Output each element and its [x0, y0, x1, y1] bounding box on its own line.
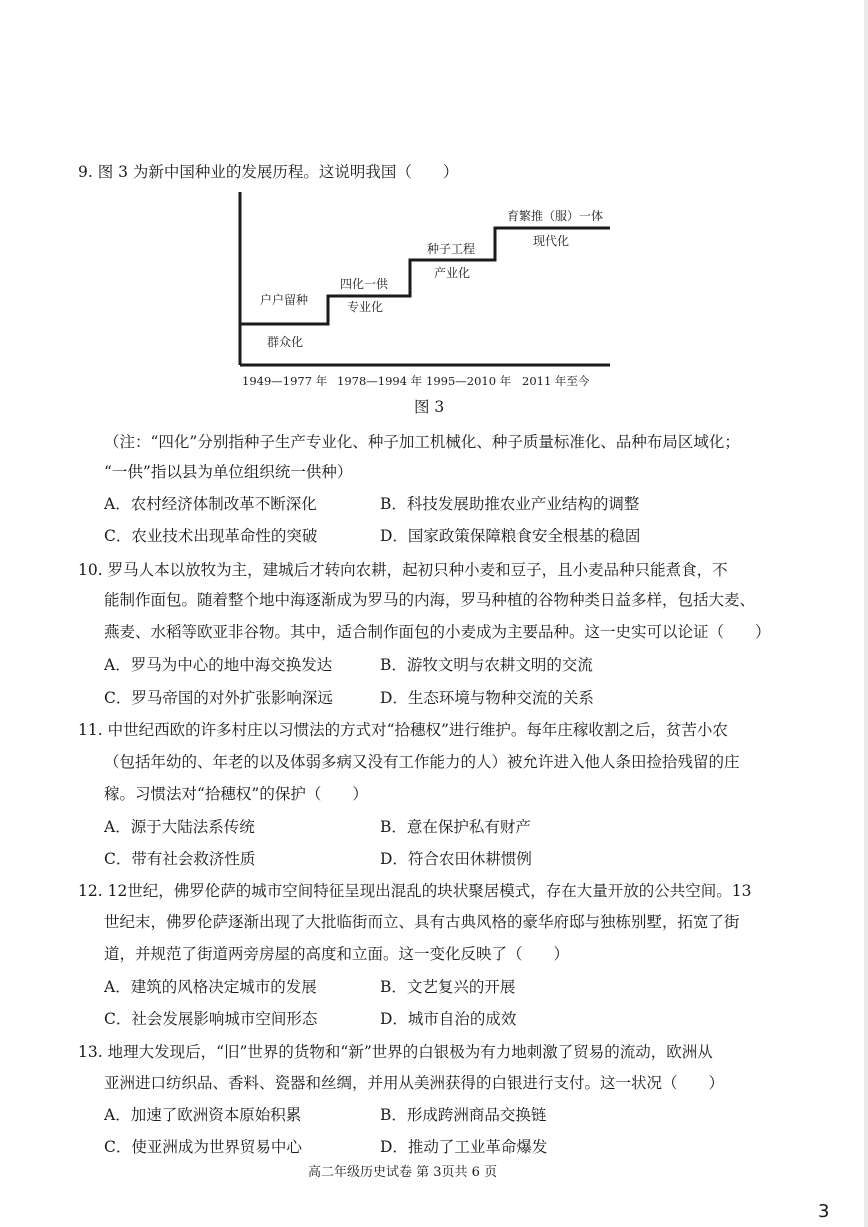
q13-line2: 亚洲进口纺织品、香料、瓷器和丝绸，并用从美洲获得的白银进行支付。这一状况（ ） — [104, 1074, 725, 1092]
step4-top: 育繁推（服）一体 — [507, 209, 604, 223]
q13-option-a[interactable]: A．加速了欧洲资本原始积累 — [104, 1106, 302, 1124]
q11-option-b[interactable]: B．意在保护私有财产 — [380, 818, 531, 836]
figure-caption: 图 3 — [414, 398, 445, 416]
period-4: 2011 年至今 — [522, 374, 590, 388]
q10-option-a[interactable]: A．罗马为中心的地中海交换发达 — [104, 656, 333, 674]
q12-line2: 世纪末，佛罗伦萨逐渐出现了大批临街而立、具有古典风格的豪华府邸与独栋别墅，拓宽了街 — [104, 913, 740, 931]
q11-line3: 稼。习惯法对“拾穗权”的保护（ ） — [104, 785, 368, 803]
period-1: 1949—1977 年 — [242, 374, 328, 388]
q13-option-b[interactable]: B．形成跨洲商品交换链 — [380, 1106, 547, 1124]
q11-option-d[interactable]: D．符合农田休耕惯例 — [380, 850, 532, 868]
step3-bottom: 产业化 — [434, 266, 471, 280]
step4-bottom: 现代化 — [533, 234, 570, 248]
q11-line1: 11. 中世纪西欧的许多村庄以习惯法的方式对“拾穗权”进行维护。每年庄稼收割之后，贫苦小农 — [78, 721, 728, 739]
step2-top: 四化一供 — [340, 277, 389, 291]
q13-line1: 13. 地理大发现后，“旧”世界的货物和“新”世界的白银极为有力地刺激了贸易的流动，欧洲从 — [78, 1043, 713, 1061]
q11-option-c[interactable]: C．带有社会救济性质 — [104, 850, 256, 868]
q9-option-c[interactable]: C．农业技术出现革命性的突破 — [104, 527, 318, 545]
q12-option-c[interactable]: C．社会发展影响城市空间形态 — [104, 1010, 318, 1028]
q10-option-d[interactable]: D．生态环境与物种交流的关系 — [380, 689, 594, 707]
q12-option-d[interactable]: D．城市自治的成效 — [380, 1010, 517, 1028]
scan-edge — [864, 0, 868, 1227]
q9-note-line1: （注：“四化”分别指种子生产专业化、种子加工机械化、种子质量标准化、品种布局区域化； — [104, 433, 740, 451]
q9-option-d[interactable]: D．国家政策保障粮食安全根基的稳固 — [380, 527, 641, 545]
page-number-mark: 3 — [818, 1201, 830, 1222]
q10-line3: 燕麦、水稻等欧亚非谷物。其中，适合制作面包的小麦成为主要品种。这一史实可以论证（ ） — [104, 623, 771, 641]
q9-stem: 9. 图 3 为新中国种业的发展历程。这说明我国（ ） — [78, 163, 459, 181]
step2-bottom: 专业化 — [347, 300, 384, 314]
page-footer: 高二年级历史试卷 第 3页共 6 页 — [308, 1165, 498, 1180]
q9-option-a[interactable]: A．农村经济体制改革不断深化 — [104, 495, 317, 513]
q13-option-d[interactable]: D．推动了工业革命爆发 — [380, 1138, 548, 1156]
figure-3-staircase — [230, 188, 620, 393]
q10-option-b[interactable]: B．游牧文明与农耕文明的交流 — [380, 656, 593, 674]
q12-option-a[interactable]: A．建筑的风格决定城市的发展 — [104, 978, 317, 996]
q11-line2: （包括年幼的、年老的以及体弱多病又没有工作能力的人）被允许进入他人条田捡拾残留的庄 — [104, 753, 740, 771]
q10-line2: 能制作面包。随着整个地中海逐渐成为罗马的内海，罗马种植的谷物种类日益多样，包括大麦、 — [104, 591, 756, 609]
period-2: 1978—1994 年 — [337, 374, 423, 388]
q12-line1: 12. 12世纪，佛罗伦萨的城市空间特征呈现出混乱的块状聚居模式，存在大量开放的公共空间。13 — [78, 882, 752, 900]
q12-line3: 道，并规范了街道两旁房屋的高度和立面。这一变化反映了（ ） — [104, 945, 570, 963]
q10-line1: 10. 罗马人本以放牧为主，建城后才转向农耕，起初只种小麦和豆子，且小麦品种只能煮食，不 — [78, 561, 728, 579]
q12-option-b[interactable]: B．文艺复兴的开展 — [380, 978, 516, 996]
q9-option-b[interactable]: B．科技发展助推农业产业结构的调整 — [380, 495, 640, 513]
q13-option-c[interactable]: C．使亚洲成为世界贸易中心 — [104, 1138, 302, 1156]
period-3: 1995—2010 年 — [426, 374, 512, 388]
step1-bottom: 群众化 — [267, 335, 304, 349]
q11-option-a[interactable]: A．源于大陆法系传统 — [104, 818, 255, 836]
step3-top: 种子工程 — [427, 242, 476, 256]
step1-top: 户户留种 — [260, 293, 309, 307]
q10-option-c[interactable]: C．罗马帝国的对外扩张影响深远 — [104, 689, 333, 707]
q9-note-line2: “一供”指以县为单位组织统一供种） — [104, 463, 353, 481]
